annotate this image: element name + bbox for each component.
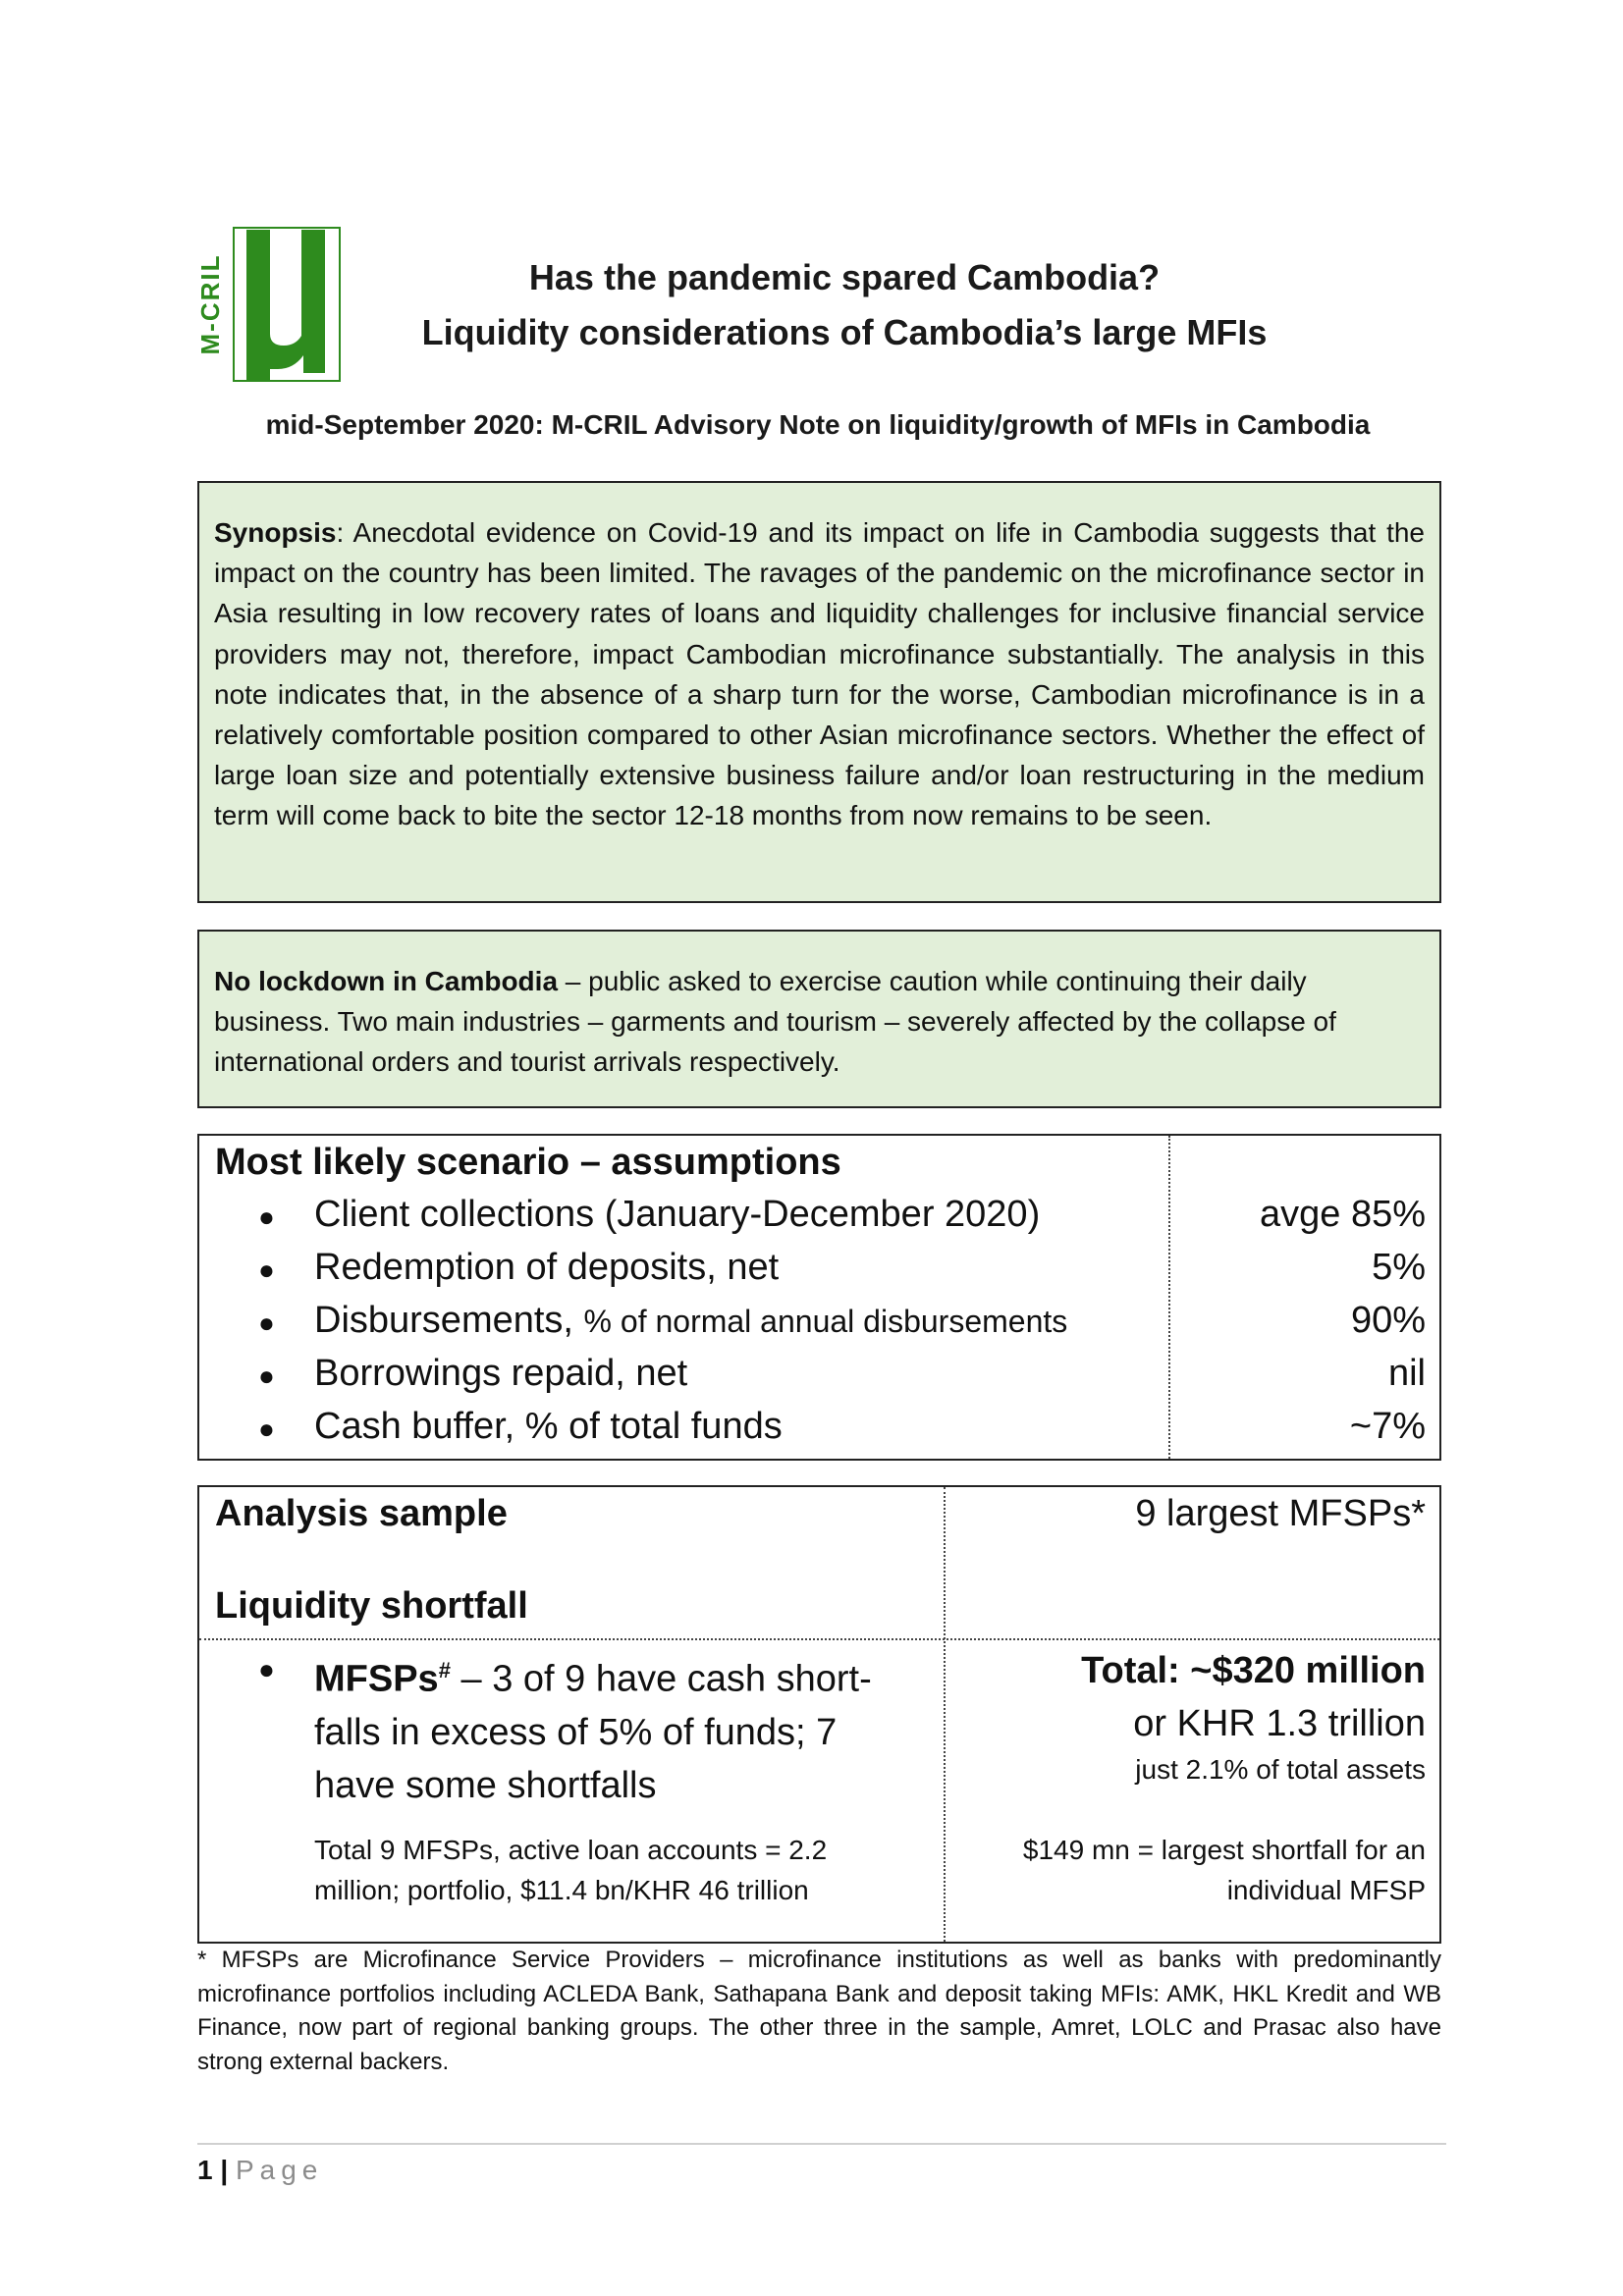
title-line-1: Has the pandemic spared Cambodia? xyxy=(528,257,1161,297)
lockdown-box xyxy=(197,930,1441,1108)
mfsp-sup: # xyxy=(438,1658,451,1682)
mfsp-line-1: – 3 of 9 have cash short- xyxy=(450,1658,872,1700)
bullet-icon: ● xyxy=(258,1255,275,1285)
scenario-row-value: avge 85% xyxy=(1259,1194,1426,1235)
right-total: Total: ~$320 million xyxy=(1081,1650,1426,1691)
page-word: Page xyxy=(235,2155,324,2185)
scenario-table xyxy=(197,1134,1441,1461)
scenario-row-label-main: Disbursements, xyxy=(314,1300,584,1341)
synopsis-text: : Anecdotal evidence on Covid-19 and its impact on life in Cambodia suggests that the impact on the country has been limited. The ravages of the pandemic on the microfinance sector in Asia resulting in low recovery rates of loans and liquidity challenges for inclusive financial service providers may not, therefore, impact Cambodian microfinance substantially. The analysis in this note indicates that, in the absence of a sharp turn for the worse, Cambodian microfinance is in a relatively comfortable position compared to other Asian microfinance sectors. Whether the effect of large loan size and potentially extensive business failure and/or loan restructuring in the medium term will come back to bite the sector 12-18 months from now remains to be seen. xyxy=(214,517,1425,831)
column-divider xyxy=(944,1487,946,1942)
lockdown-text: – public asked to exercise caution while continuing their daily business. Two main industries – garments and tourism – severely affected by the collapse of international orders and tourist arrivals respectively. xyxy=(214,966,1336,1078)
scenario-row-label: Cash buffer, % of total funds xyxy=(314,1406,783,1447)
analysis-sample-value: 9 largest MFSPs* xyxy=(1135,1493,1426,1534)
scenario-row xyxy=(199,1300,1439,1353)
scenario-row-value: 5% xyxy=(1372,1247,1426,1288)
mfsp-line-2: falls in excess of 5% of funds; 7 xyxy=(314,1711,838,1753)
total-mfsps-text xyxy=(314,1830,933,1910)
scenario-row xyxy=(199,1194,1439,1247)
analysis-table xyxy=(197,1485,1441,1944)
synopsis-box xyxy=(197,481,1441,903)
shortfall-totals xyxy=(954,1644,1426,1789)
page-title xyxy=(353,250,1335,360)
scenario-row-value: 90% xyxy=(1350,1300,1426,1341)
right-khr: or KHR 1.3 trillion xyxy=(1133,1703,1426,1744)
right-pct: just 2.1% of total assets xyxy=(1135,1754,1426,1785)
largest-line-1: $149 mn = largest shortfall for an xyxy=(1022,1835,1426,1865)
analysis-sample-label: Analysis sample xyxy=(215,1493,508,1534)
mfsp-label: MFSPs xyxy=(314,1658,439,1700)
synopsis-label: Synopsis xyxy=(214,517,337,548)
page-separator: | xyxy=(220,2155,229,2185)
mfsp-shortfall-text xyxy=(314,1644,933,1812)
lockdown-label: No lockdown in Cambodia xyxy=(214,966,559,996)
scenario-row-label: Redemption of deposits, net xyxy=(314,1247,780,1288)
total-line-2: million; portfolio, $11.4 bn/KHR 46 trillion xyxy=(314,1875,809,1905)
scenario-row-label: Client collections (January-December 2020) xyxy=(314,1194,1041,1235)
scenario-row-label xyxy=(314,1300,1067,1342)
bullet-icon: ● xyxy=(258,1414,275,1444)
liquidity-shortfall-label: Liquidity shortfall xyxy=(215,1585,528,1627)
svg-text:M-CRIL: M-CRIL xyxy=(195,253,225,355)
page-footer xyxy=(197,2155,323,2186)
footer-divider xyxy=(197,2143,1446,2145)
scenario-row xyxy=(199,1353,1439,1406)
scenario-row-value: ~7% xyxy=(1349,1406,1426,1447)
scenario-row xyxy=(199,1247,1439,1300)
largest-shortfall xyxy=(954,1830,1426,1910)
m-cril-logo xyxy=(195,226,342,383)
largest-line-2: individual MFSP xyxy=(1226,1875,1426,1905)
footnote: * MFSPs are Microfinance Service Providers – microfinance institutions as well as banks with predominantly microfinance portfolios including ACLEDA Bank, Sathapana Bank and deposit taking MFIs: AMK, HKL Kredit and WB Finance, now part of regional banking groups. The other three in the sample, Amret, LOLC and Prasac also have strong external backers. xyxy=(197,1947,1441,2075)
row-divider xyxy=(199,1638,1439,1640)
page-number: 1 xyxy=(197,2155,213,2185)
bullet-icon: ● xyxy=(258,1654,275,1684)
scenario-heading: Most likely scenario – assumptions xyxy=(215,1142,841,1183)
title-line-2: Liquidity considerations of Cambodia’s large MFIs xyxy=(421,312,1268,352)
bullet-icon: ● xyxy=(258,1308,275,1338)
scenario-row-label: Borrowings repaid, net xyxy=(314,1353,688,1394)
bullet-icon: ● xyxy=(258,1201,275,1232)
mfsp-line-3: have some shortfalls xyxy=(314,1764,657,1806)
total-line-1: Total 9 MFSPs, active loan accounts = 2.2 xyxy=(314,1835,828,1865)
scenario-row-value: nil xyxy=(1387,1353,1426,1394)
scenario-row-note: % of normal annual disbursements xyxy=(583,1304,1068,1339)
subtitle: mid-September 2020: M-CRIL Advisory Note on liquidity/growth of MFIs in Cambodia xyxy=(265,409,1371,440)
bullet-icon: ● xyxy=(258,1361,275,1391)
scenario-row xyxy=(199,1406,1439,1459)
